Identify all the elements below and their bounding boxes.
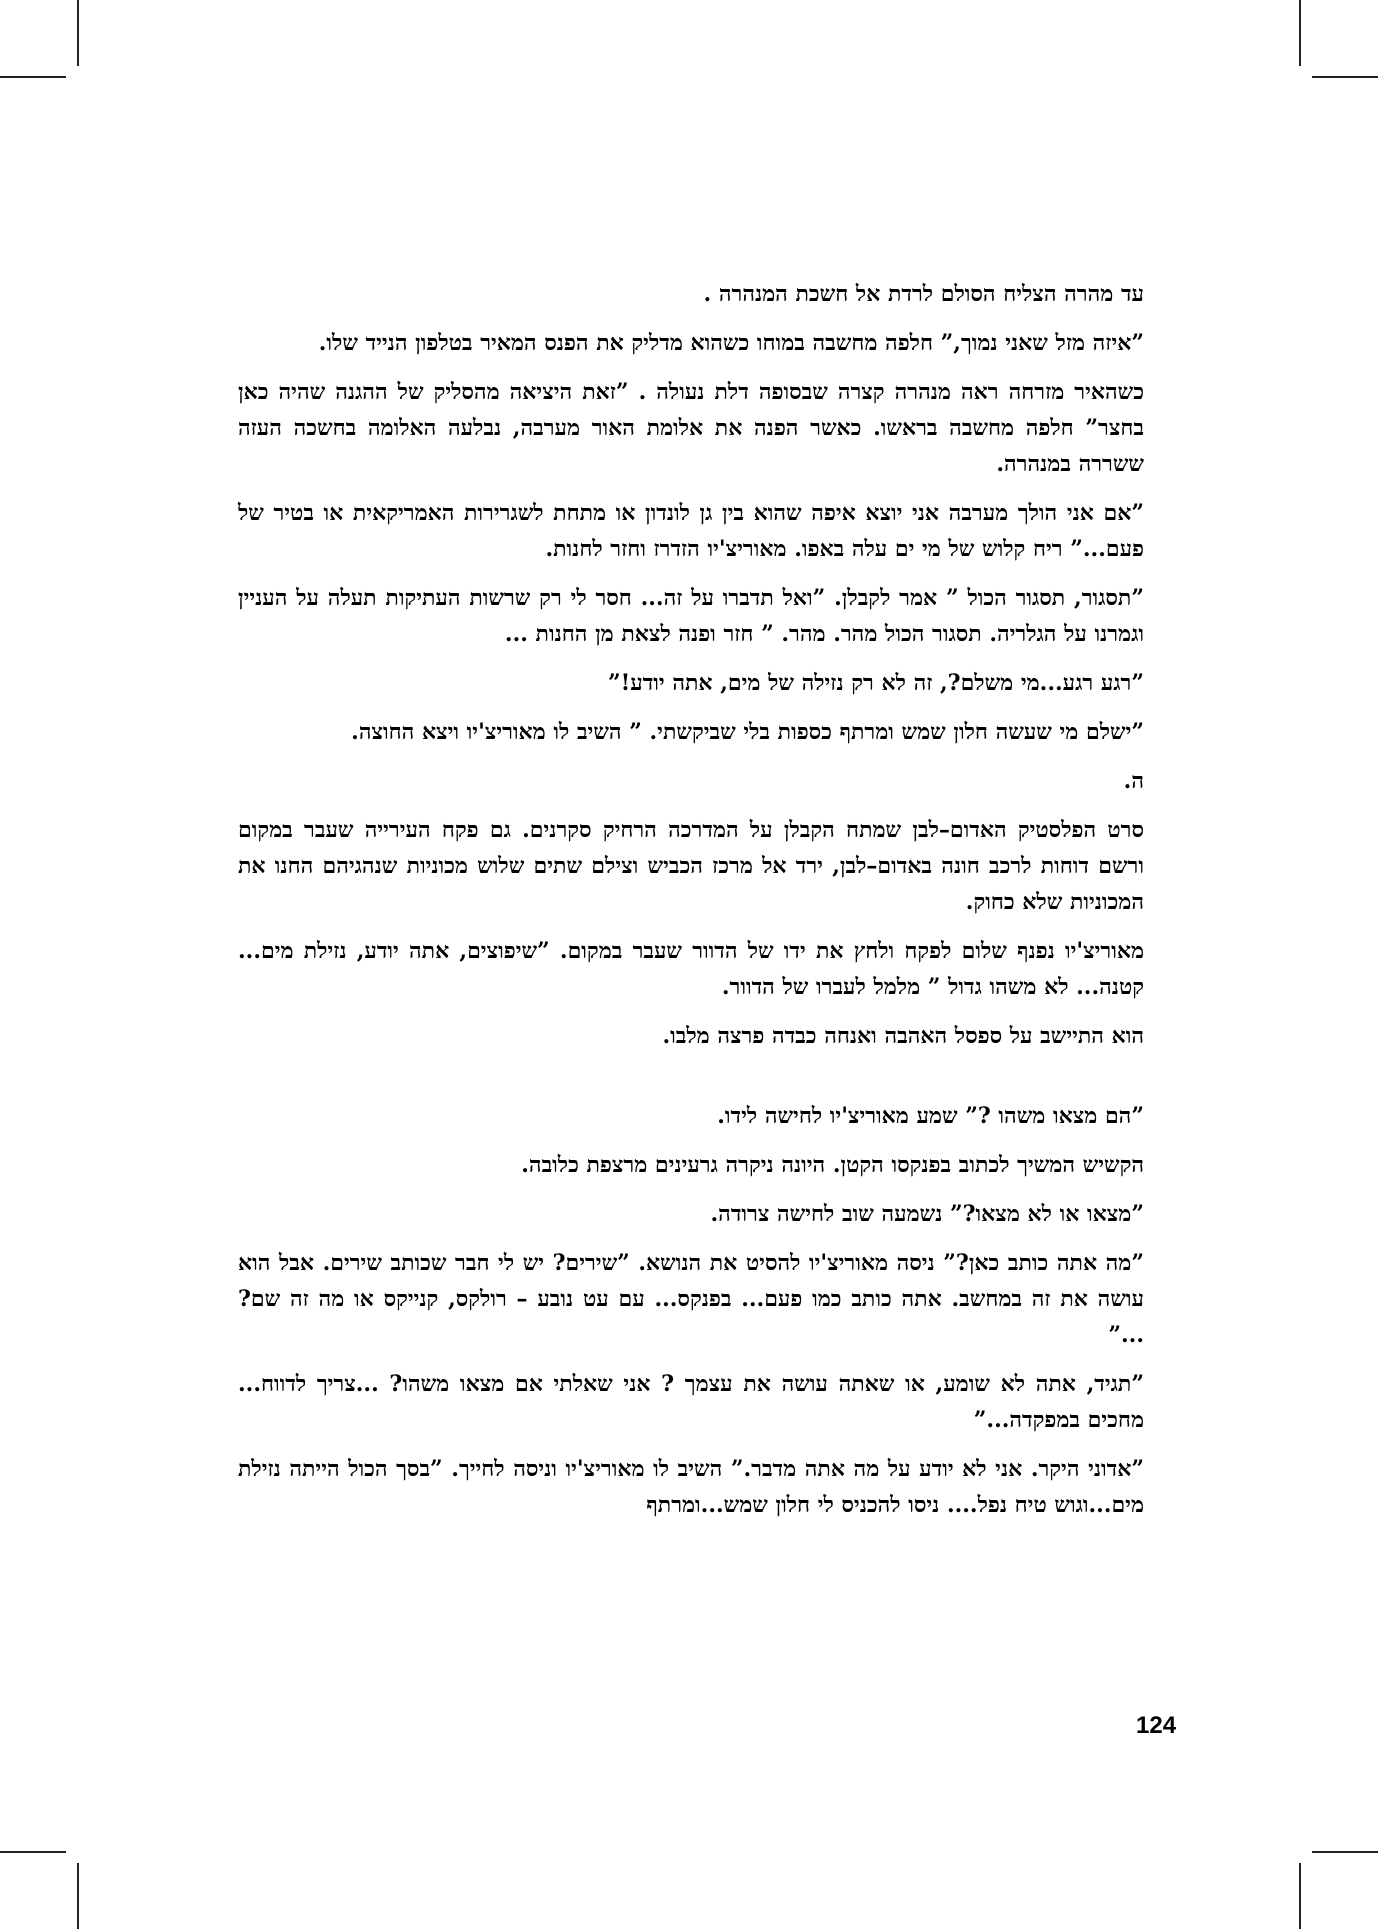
crop-mark-bottom-left-horizontal xyxy=(0,1851,66,1853)
body-text xyxy=(238,276,1144,1536)
crop-mark-bottom-right-horizontal xyxy=(1312,1851,1378,1853)
paragraph: ”מצאו או לא מצאו?” נשמעה שוב לחישה צרודה. xyxy=(710,1201,1144,1227)
paragraph: ”אדוני היקר. אני לא יודע על מה אתה מדבר.” השיב לו מאוריצ'יו וניסה לחייך. ”בסך הכול הייתה נזילת מים...וגוש טיח נפל.... ניסו להכניס לי חלון שמש...ומרתף xyxy=(238,1456,1144,1518)
paragraph: ”תסגור, תסגור הכול ” אמר לקבלן. ”ואל תדברו על זה... חסר לי רק שרשות העתיקות תעלה על העניין וגמרנו על הגלריה. תסגור הכול מהר. מהר. ” חזר ופנה לצאת מן החנות ... xyxy=(238,585,1144,647)
section-marker: ה. xyxy=(1123,768,1144,794)
paragraph: ”אם אני הולך מערבה אני יוצא איפה שהוא בין גן לונדון או מתחת לשגרירות האמריקאית או בטיר של פעם...” ריח קלוש של מי ים עלה באפו. מאוריצ'יו הזדרז וחזר לחנות. xyxy=(238,500,1144,562)
paragraph: סרט הפלסטיק האדום–לבן שמתח הקבלן על המדרכה הרחיק סקרנים. גם פקח העירייה שעבר במקום ורשם דוחות לרכב חונה באדום–לבן, ירד אל מרכז הכביש וצילם שתים שלוש מכוניות שנהגיהם החנו את המכוניות שלא כחוק. xyxy=(238,817,1144,915)
paragraph: ”איזה מזל שאני נמוך,” חלפה מחשבה במוחו כשהוא מדליק את הפנס המאיר בטלפון הנייד שלו. xyxy=(318,330,1144,356)
paragraph: ”תגיד, אתה לא שומע, או שאתה עושה את עצמך ? אני שאלתי אם מצאו משהו? ...צריך לדווח... מחכים במפקדה...” xyxy=(238,1371,1144,1433)
paragraph: ”רגע רגע...מי משלם?, זה לא רק נזילה של מים, אתה יודע!” xyxy=(607,670,1144,696)
paragraph: ”ישלם מי שעשה חלון שמש ומרתף כספות בלי שביקשתי. ” השיב לו מאוריצ'יו ויצא החוצה. xyxy=(351,719,1144,745)
paragraph: עד מהרה הצליח הסולם לרדת אל חשכת המנהרה . xyxy=(703,281,1144,307)
paragraph: ”מה אתה כותב כאן?” ניסה מאוריצ'יו להסיט את הנושא. ”שירים? יש לי חבר שכותב שירים. אבל הוא עושה את זה במחשב. אתה כותב כמו פעם... בפנקס... עם עט נובע – רולקס, קנייקס או מה זה שם? ...” xyxy=(238,1250,1144,1348)
crop-mark-top-left-vertical xyxy=(77,0,79,66)
page-number: 124 xyxy=(1136,1712,1177,1739)
crop-mark-top-right-vertical xyxy=(1299,0,1301,66)
crop-mark-top-right-horizontal xyxy=(1312,76,1378,78)
paragraph: ”הם מצאו משהו ?” שמע מאוריצ'יו לחישה לידו. xyxy=(717,1103,1144,1129)
crop-mark-bottom-left-vertical xyxy=(77,1863,79,1929)
crop-mark-bottom-right-vertical xyxy=(1299,1863,1301,1929)
paragraph: הקשיש המשיך לכתוב בפנקסו הקטן. היונה ניקרה גרעינים מרצפת כלובה. xyxy=(521,1152,1144,1178)
paragraph: הוא התיישב על ספסל האהבה ואנחה כבדה פרצה מלבו. xyxy=(662,1023,1144,1049)
paragraph: מאוריצ'יו נפנף שלום לפקח ולחץ את ידו של הדוור שעבר במקום. ”שיפוצים, אתה יודע, נזילת מים... קטנה... לא משהו גדול ” מלמל לעברו של הדוור. xyxy=(238,938,1144,1000)
paragraph: כשהאיר מזרחה ראה מנהרה קצרה שבסופה דלת נעולה . ”זאת היציאה מהסליק של ההגנה שהיה כאן בחצר” חלפה מחשבה בראשו. כאשר הפנה את אלומת האור מערבה, נבלעה האלומה בחשכה העזה ששררה במנהרה. xyxy=(238,379,1144,477)
crop-mark-top-left-horizontal xyxy=(0,76,66,78)
